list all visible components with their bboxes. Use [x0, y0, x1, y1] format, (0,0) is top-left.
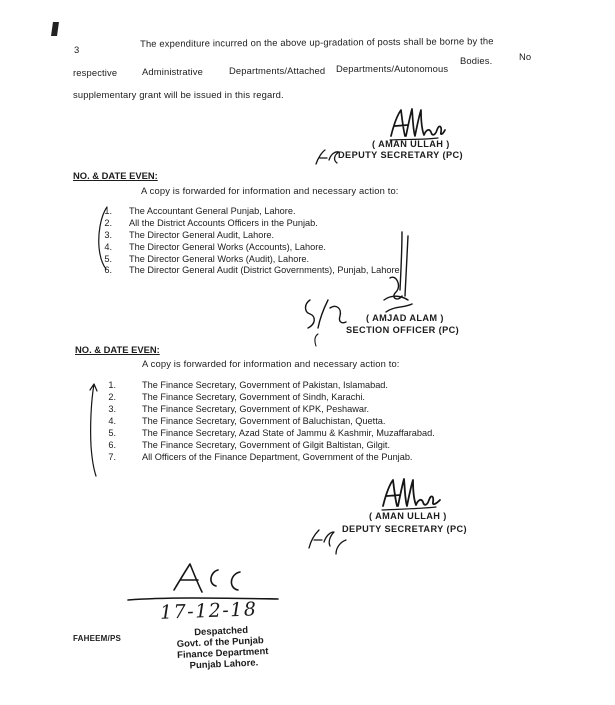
stamp-line-4: Punjab Lahore. — [189, 657, 259, 672]
paragraph-line-2-word-6: No — [519, 51, 532, 62]
signature-aman-ullah-2 — [380, 476, 446, 514]
footer-initials: FAHEEM/PS — [73, 634, 122, 643]
list-item: 5. The Finance Secretary, Azad State of Jammu & Kashmir, Muzaffarabad. — [108, 428, 435, 438]
section-heading: NO. & DATE EVEN: — [75, 344, 160, 355]
signatory-name: ( AMAN ULLAH ) — [369, 511, 447, 521]
paragraph-line-1: The expenditure incurred on the above up-gradation of posts shall be borne by the — [140, 35, 494, 49]
list-item: 4. The Finance Secretary, Government of Baluchistan, Quetta. — [108, 416, 386, 426]
paragraph-line-2-word-3: Departments/Attached — [229, 65, 326, 76]
signatory-title: DEPUTY SECRETARY (PC) — [342, 524, 467, 534]
list-item: 7. All Officers of the Finance Department, Government of the Punjab. — [108, 452, 413, 462]
handwritten-date: 17-12-18 — [159, 598, 258, 624]
margin-bracket — [86, 382, 100, 478]
paragraph-line-2-word-1: respective — [73, 67, 118, 78]
despatched-stamp — [176, 624, 269, 672]
section-intro: A copy is forwarded for information and necessary action to: — [142, 358, 400, 369]
list-item: 2. The Finance Secretary, Government of Sindh, Karachi. — [108, 392, 365, 402]
paragraph-number: 3 — [74, 44, 80, 55]
paragraph-line-2-word-5: Bodies. — [460, 55, 493, 66]
signatory-title: SECTION OFFICER (PC) — [346, 325, 460, 335]
list-item: 6. The Director General Audit (District Governments), Punjab, Lahore. — [104, 265, 403, 275]
paragraph-line-2-word-2: Administrative — [142, 66, 203, 77]
stamp-line-3: Finance Department — [176, 645, 269, 661]
signature-amjad-alam — [372, 230, 418, 322]
signatory-name: ( AMAN ULLAH ) — [372, 139, 450, 149]
list-item: 3. The Director General Audit, Lahore. — [104, 230, 275, 240]
list-item: 2. All the District Accounts Officers in the Punjab. — [104, 218, 318, 228]
signatory-title: DEPUTY SECRETARY (PC) — [338, 150, 463, 160]
stamp-line-1: Despatched — [193, 624, 249, 639]
paragraph-line-2-word-4: Departments/Autonomous — [336, 63, 449, 74]
signatory-name: ( AMJAD ALAM ) — [366, 313, 444, 323]
list-item: 6. The Finance Secretary, Government of Gilgit Baltistan, Gilgit. — [108, 440, 390, 450]
list-item: 3. The Finance Secretary, Government of KPK, Peshawar. — [108, 404, 370, 414]
list-item: 1. The Accountant General Punjab, Lahore. — [104, 206, 296, 216]
scan-corner-mark — [51, 22, 59, 36]
section-heading: NO. & DATE EVEN: — [73, 170, 158, 181]
list-item: 5. The Director General Works (Audit), Lahore. — [104, 254, 310, 264]
list-item: 4. The Director General Works (Accounts), Lahore. — [104, 242, 326, 252]
paragraph-line-3: supplementary grant will be issued in this regard. — [73, 89, 284, 100]
initials-mark — [300, 294, 352, 350]
section-intro: A copy is forwarded for information and necessary action to: — [141, 185, 399, 196]
stamp-line-2: Govt. of the Punjab — [176, 635, 264, 650]
list-item: 1. The Finance Secretary, Government of Pakistan, Islamabad. — [108, 380, 388, 390]
